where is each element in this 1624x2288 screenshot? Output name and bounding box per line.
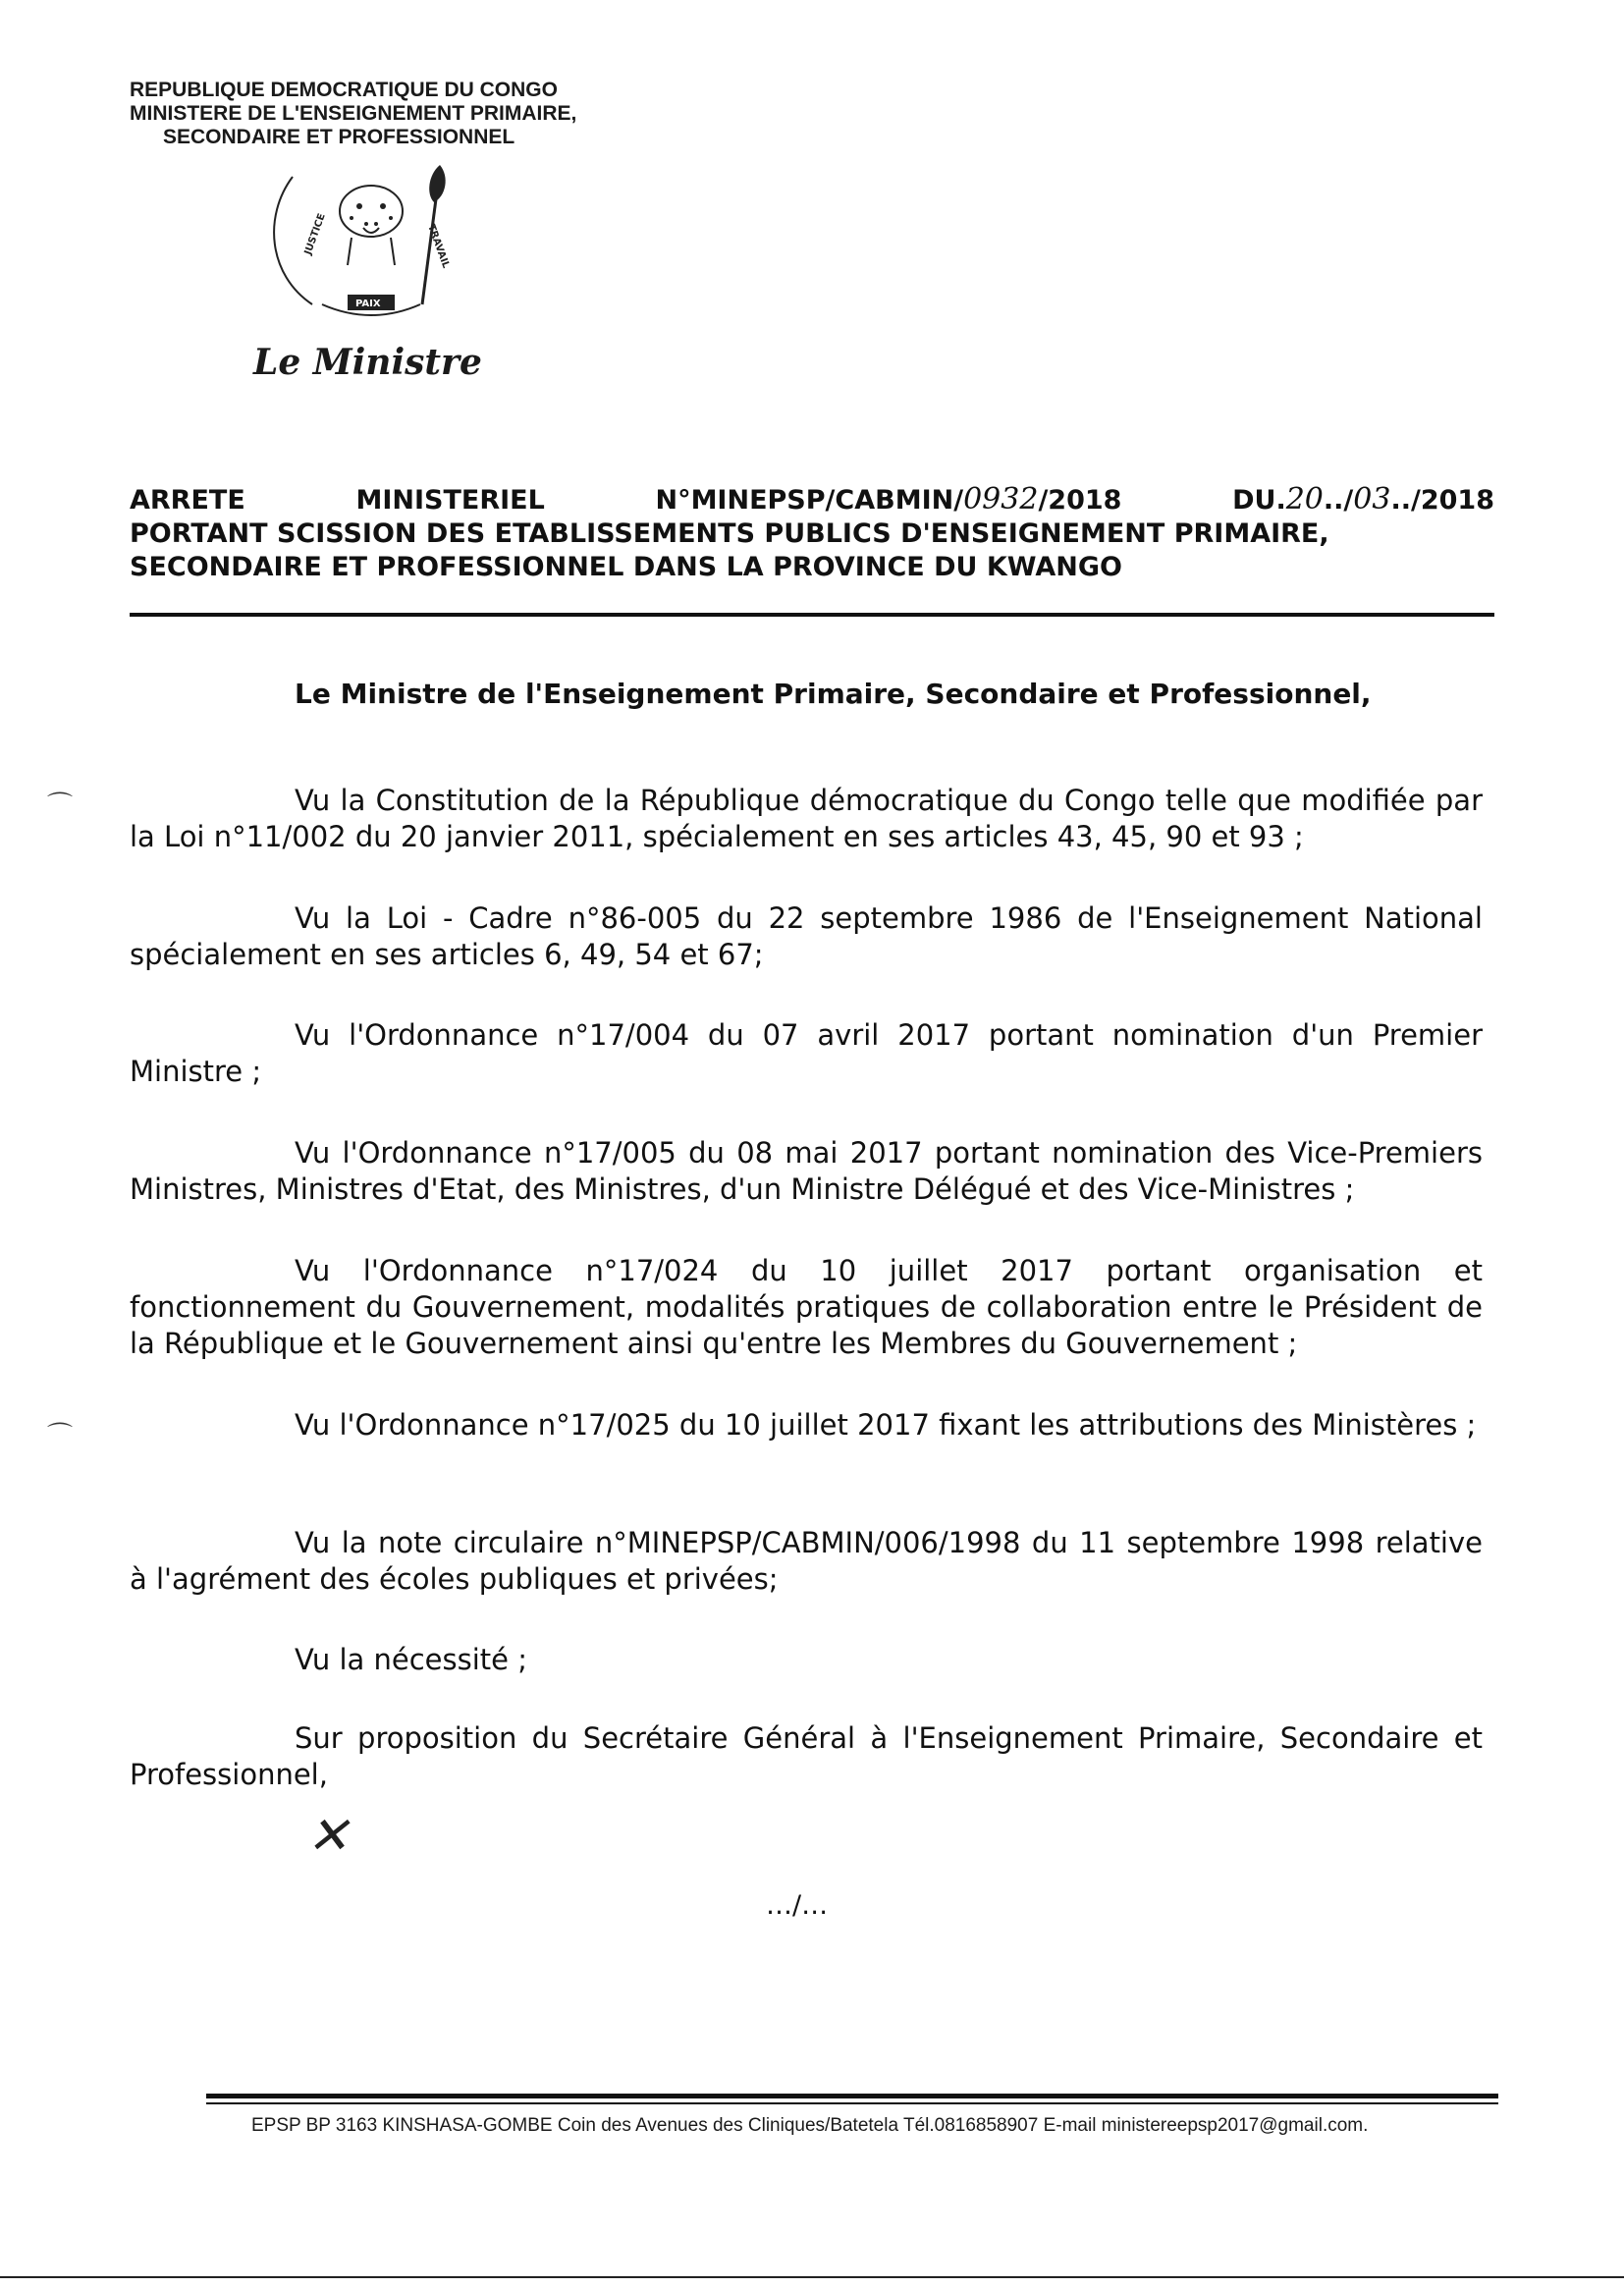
reference-prefix: N°MINEPSP/CABMIN/ <box>655 485 964 516</box>
header-ministry-line2: SECONDAIRE ET PROFESSIONNEL <box>163 126 515 148</box>
margin-mark: ⌒ <box>47 1422 74 1451</box>
title-word-ministeriel: MINISTERIEL <box>355 485 545 516</box>
header-country: REPUBLIQUE DEMOCRATIQUE DU CONGO <box>130 79 558 101</box>
seal-motto-left: JUSTICE <box>302 212 328 257</box>
initials-paraphe: ✕ <box>306 1807 350 1866</box>
seal-motto-bottom: PAIX <box>355 299 381 309</box>
title-divider <box>130 613 1494 617</box>
visa-constitution: Vu la Constitution de la République démocratique du Congo telle que modifiée par la Loi n°11/002 du 20 janvier 2011, spécialement en ses articles 43, 45, 90 et 93 ; <box>130 784 1483 853</box>
page-bottom-edge <box>0 2276 1624 2278</box>
coat-of-arms-leopard-icon <box>253 157 489 334</box>
visa-ordonnance-17-024: Vu l'Ordonnance n°17/024 du 10 juillet 2017 portant organisation et fonctionnement du Gouvernement, modalités pratiques de collaboration entre le Président de la République et le Gouvernement ainsi qu'entre les Membres du Gouvernement ; <box>130 1254 1483 1360</box>
footer-divider-thin <box>206 2102 1498 2104</box>
date-separator: ../ <box>1323 485 1354 516</box>
visa-ordonnance-17-005: Vu l'Ordonnance n°17/005 du 08 mai 2017 portant nomination des Vice-Premiers Ministres, Ministres d'Etat, des Ministres, d'un Ministre Délégué et des Vice-Ministres ; <box>130 1136 1483 1206</box>
date-day-handwritten: 20 <box>1285 482 1324 517</box>
title-line-2: PORTANT SCISSION DES ETABLISSEMENTS PUBLICS D'ENSEIGNEMENT PRIMAIRE, <box>130 518 1329 549</box>
footer-divider <box>206 2094 1498 2098</box>
date-month-handwritten: 03 <box>1353 482 1391 517</box>
page-continuation: …/… <box>766 1890 829 1921</box>
reference-number-handwritten: 0932 <box>963 482 1039 517</box>
date-year: ../2018 <box>1390 485 1494 516</box>
decree-reference <box>655 483 1121 518</box>
seal-motto-right: TRAVAIL <box>425 223 452 270</box>
visa-note-circulaire: Vu la note circulaire n°MINEPSP/CABMIN/006/1998 du 11 septembre 1998 relative à l'agrément des écoles publiques et privées; <box>130 1526 1483 1596</box>
title-line-3: SECONDAIRE ET PROFESSIONNEL DANS LA PROVINCE DU KWANGO <box>130 552 1122 582</box>
visa-loi-cadre: Vu la Loi - Cadre n°86-005 du 22 septembre 1986 de l'Enseignement National spécialement en ses articles 6, 49, 54 et 67; <box>130 901 1483 971</box>
date-prefix: DU. <box>1232 485 1286 516</box>
decree-reference-line <box>130 483 1494 518</box>
footer-contact: EPSP BP 3163 KINSHASA-GOMBE Coin des Avenues des Cliniques/Batetela Tél.0816858907 E-mail ministereepsp2017@gmail.com. <box>251 2115 1369 2136</box>
margin-mark: ⌒ <box>47 791 74 821</box>
visa-ordonnance-17-004: Vu l'Ordonnance n°17/004 du 07 avril 2017 portant nomination d'un Premier Ministre ; <box>130 1018 1483 1088</box>
title-word-arrete: ARRETE <box>130 485 245 516</box>
decree-title <box>130 483 1494 584</box>
visa-necessite: Vu la nécessité ; <box>295 1643 527 1676</box>
visa-ordonnance-17-025: Vu l'Ordonnance n°17/025 du 10 juillet 2017 fixant les attributions des Ministères ; <box>295 1408 1477 1442</box>
minister-heading: Le Ministre de l'Enseignement Primaire, Secondaire et Professionnel, <box>295 678 1372 710</box>
visa-proposition: Sur proposition du Secrétaire Général à l'Enseignement Primaire, Secondaire et Professionnel, <box>130 1721 1483 1791</box>
reference-year: /2018 <box>1038 485 1122 516</box>
minister-signature-block: Le Ministre <box>253 342 482 383</box>
header-ministry-line1: MINISTERE DE L'ENSEIGNEMENT PRIMAIRE, <box>130 102 577 125</box>
decree-date <box>1232 483 1494 518</box>
